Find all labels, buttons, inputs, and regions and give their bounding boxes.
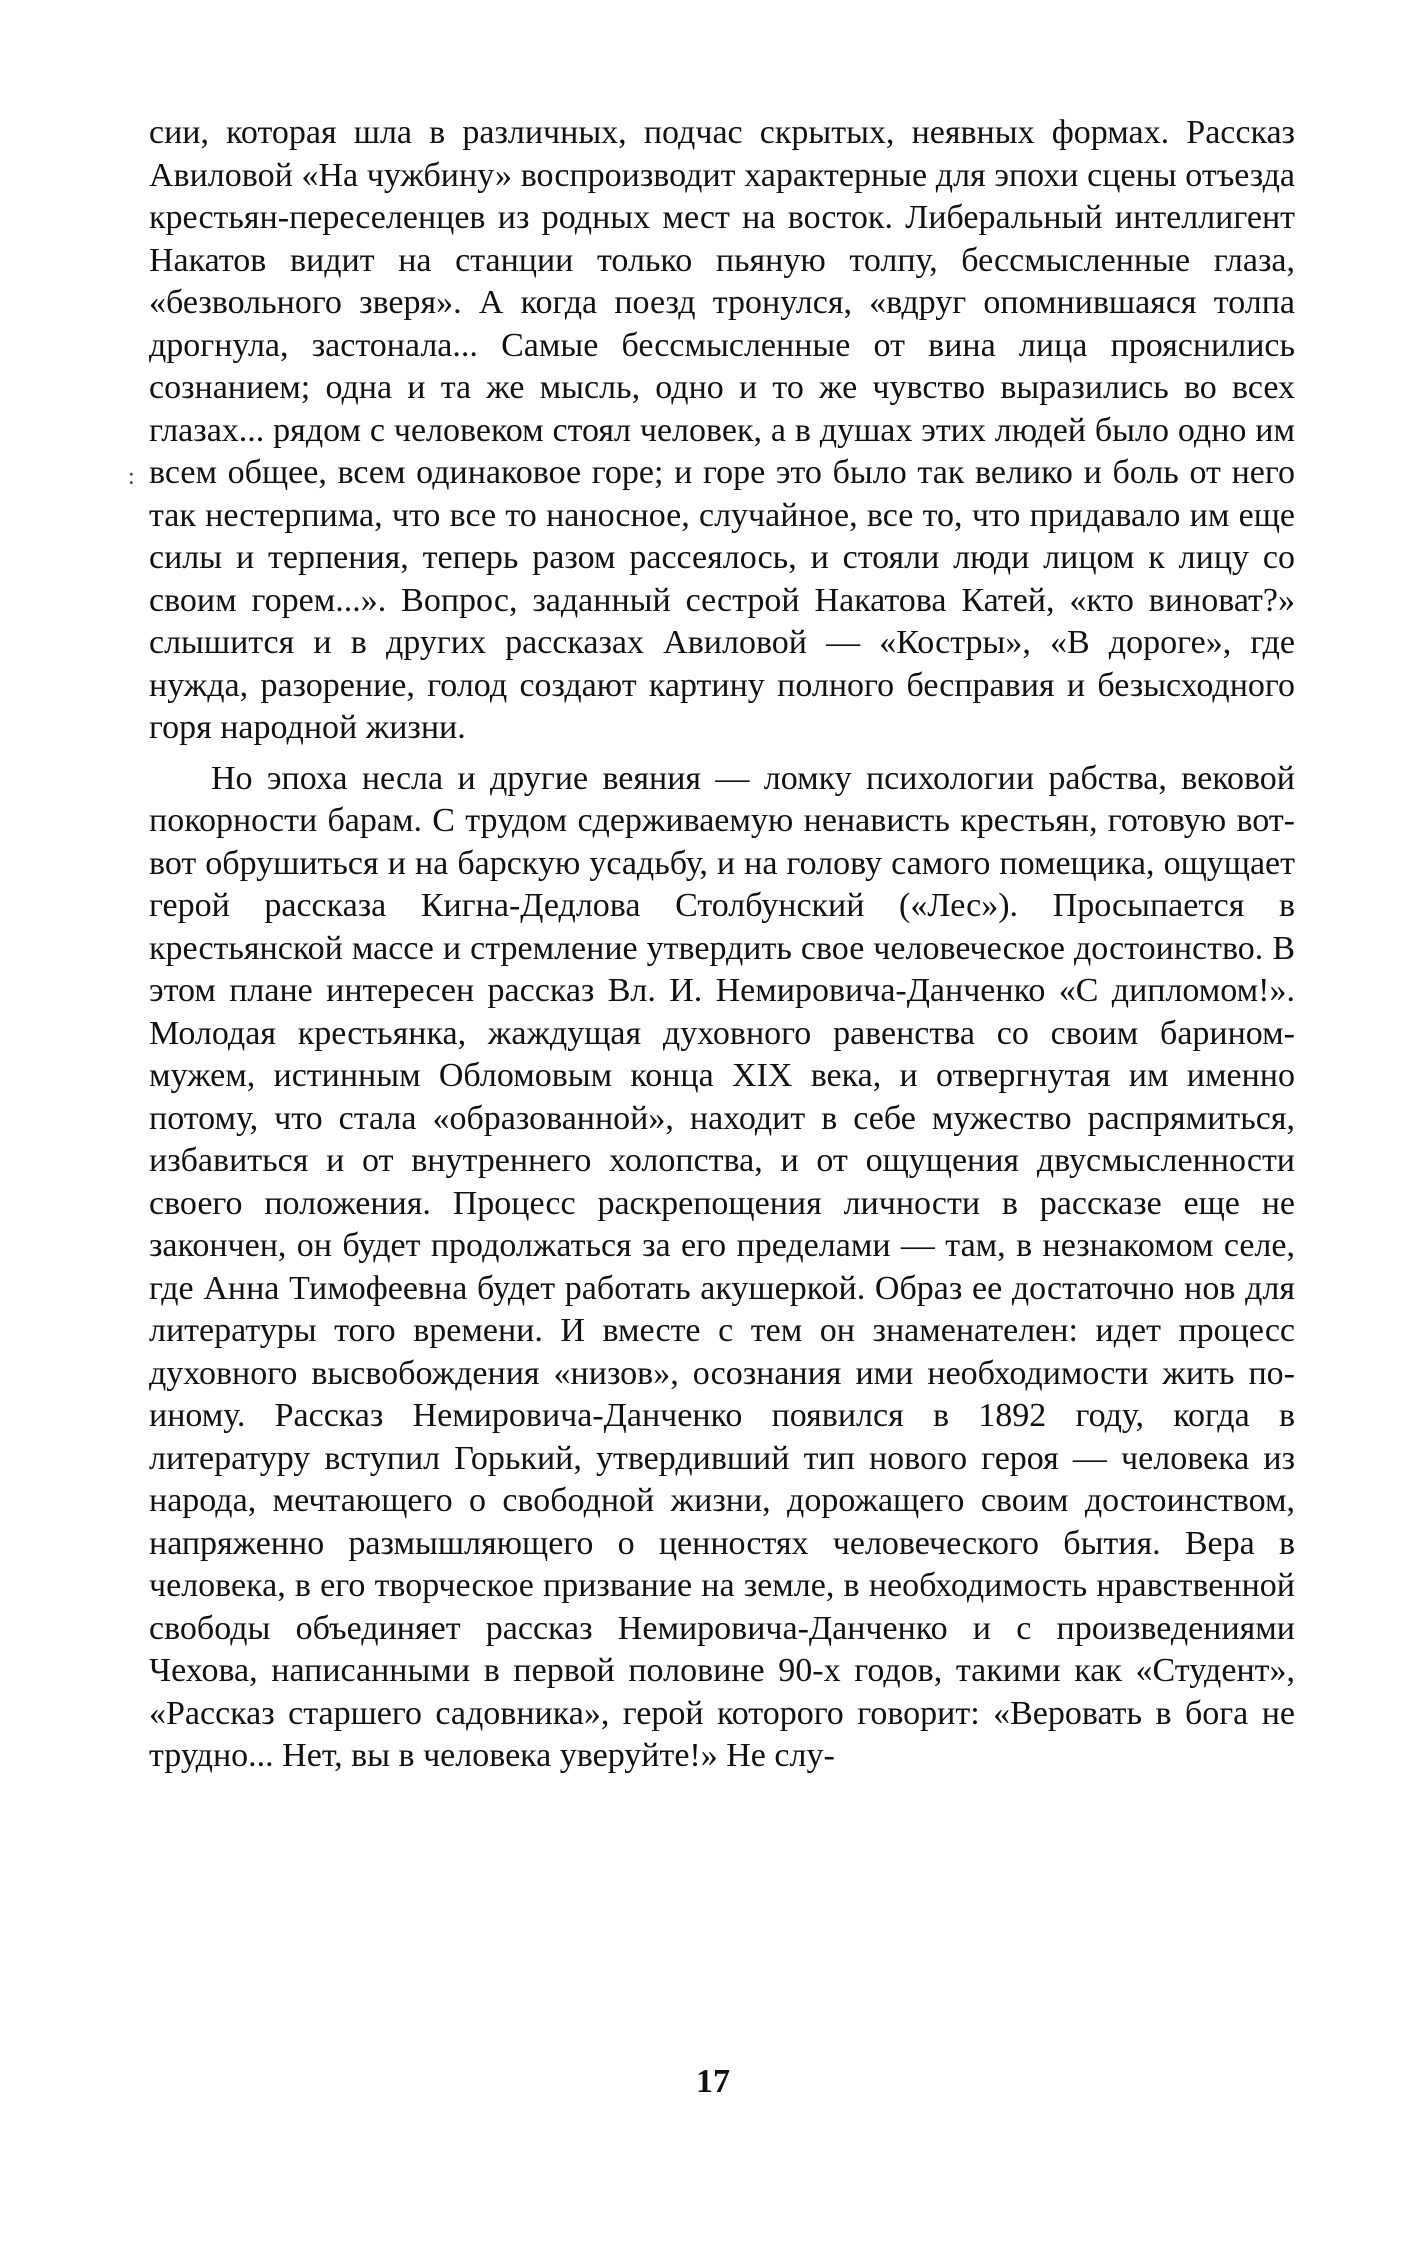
- margin-mark: :: [128, 464, 135, 490]
- body-text: [149, 112, 1295, 1778]
- paragraph-continued: сии, которая шла в различных, подчас скрытых, неявных формах. Рассказ Авиловой «На чужбину» воспроизводит характерные для эпохи сцены отъезда крестьян-переселенцев из родных мест на восток. Либеральный интеллигент Накатов видит на станции только пьяную толпу, бессмысленные глаза, «безвольного зверя». А когда поезд тронулся, «вдруг опомнившаяся толпа дрогнула, застонала... Самые бессмысленные от вина лица прояснились сознанием; одна и та же мысль, одно и то же чувство выразились во всех глазах... рядом с человеком стоял человек, а в душах этих людей было одно им всем общее, всем одинаковое горе; и горе это было так велико и боль от него так нестерпима, что все то наносное, случайное, все то, что придавало им еще силы и терпения, теперь разом рассеялось, и стояли люди лицом к лицу со своим горем...». Вопрос, заданный сестрой Накатова Катей, «кто виноват?» слышится и в других рассказах Авиловой — «Костры», «В дороге», где нужда, разорение, голод создают картину полного бесправия и безысходного горя народной жизни.: [149, 114, 1295, 746]
- paragraph: Но эпоха несла и другие веяния — ломку психологии рабства, вековой покорности барам. С трудом сдерживаемую ненависть крестьян, готовую вот-вот обрушиться и на барскую усадьбу, и на голову самого помещика, ощущает герой рассказа Кигна-Дедлова Столбунский («Лес»). Просыпается в крестьянской массе и стремление утвердить свое человеческое достоинство. В этом плане интересен рассказ Вл. И. Немировича-Данченко «С дипломом!». Молодая крестьянка, жаждущая духовного равенства со своим барином-мужем, истинным Обломовым конца XIX века, и отвергнутая им именно потому, что стала «образованной», находит в себе мужество распрямиться, избавиться и от внутреннего холопства, и от ощущения двусмысленности своего положения. Процесс раскрепощения личности в рассказе еще не закончен, он будет продолжаться за его пределами — там, в незнакомом селе, где Анна Тимофеевна будет работать акушеркой. Образ ее достаточно нов для литературы того времени. И вместе с тем он знаменателен: идет процесс духовного высвобождения «низов», осознания ими необходимости жить по-иному. Рассказ Немировича-Данченко появился в 1892 году, когда в литературу вступил Горький, утвердивший тип нового героя — человека из народа, мечтающего о свободной жизни, дорожащего своим достоинством, напряженно размышляющего о ценностях человеческого бытия. Вера в человека, в его творческое призвание на земле, в необходимость нравственной свободы объединяет рассказ Немировича-Данченко и с произведениями Чехова, написанными в первой половине 90-х годов, такими как «Студент», «Рассказ старшего садовника», герой которого говорит: «Веровать в бога не трудно... Нет, вы в человека уверуйте!» Не слу-: [149, 759, 1295, 1774]
- page-number: 17: [696, 2063, 730, 2100]
